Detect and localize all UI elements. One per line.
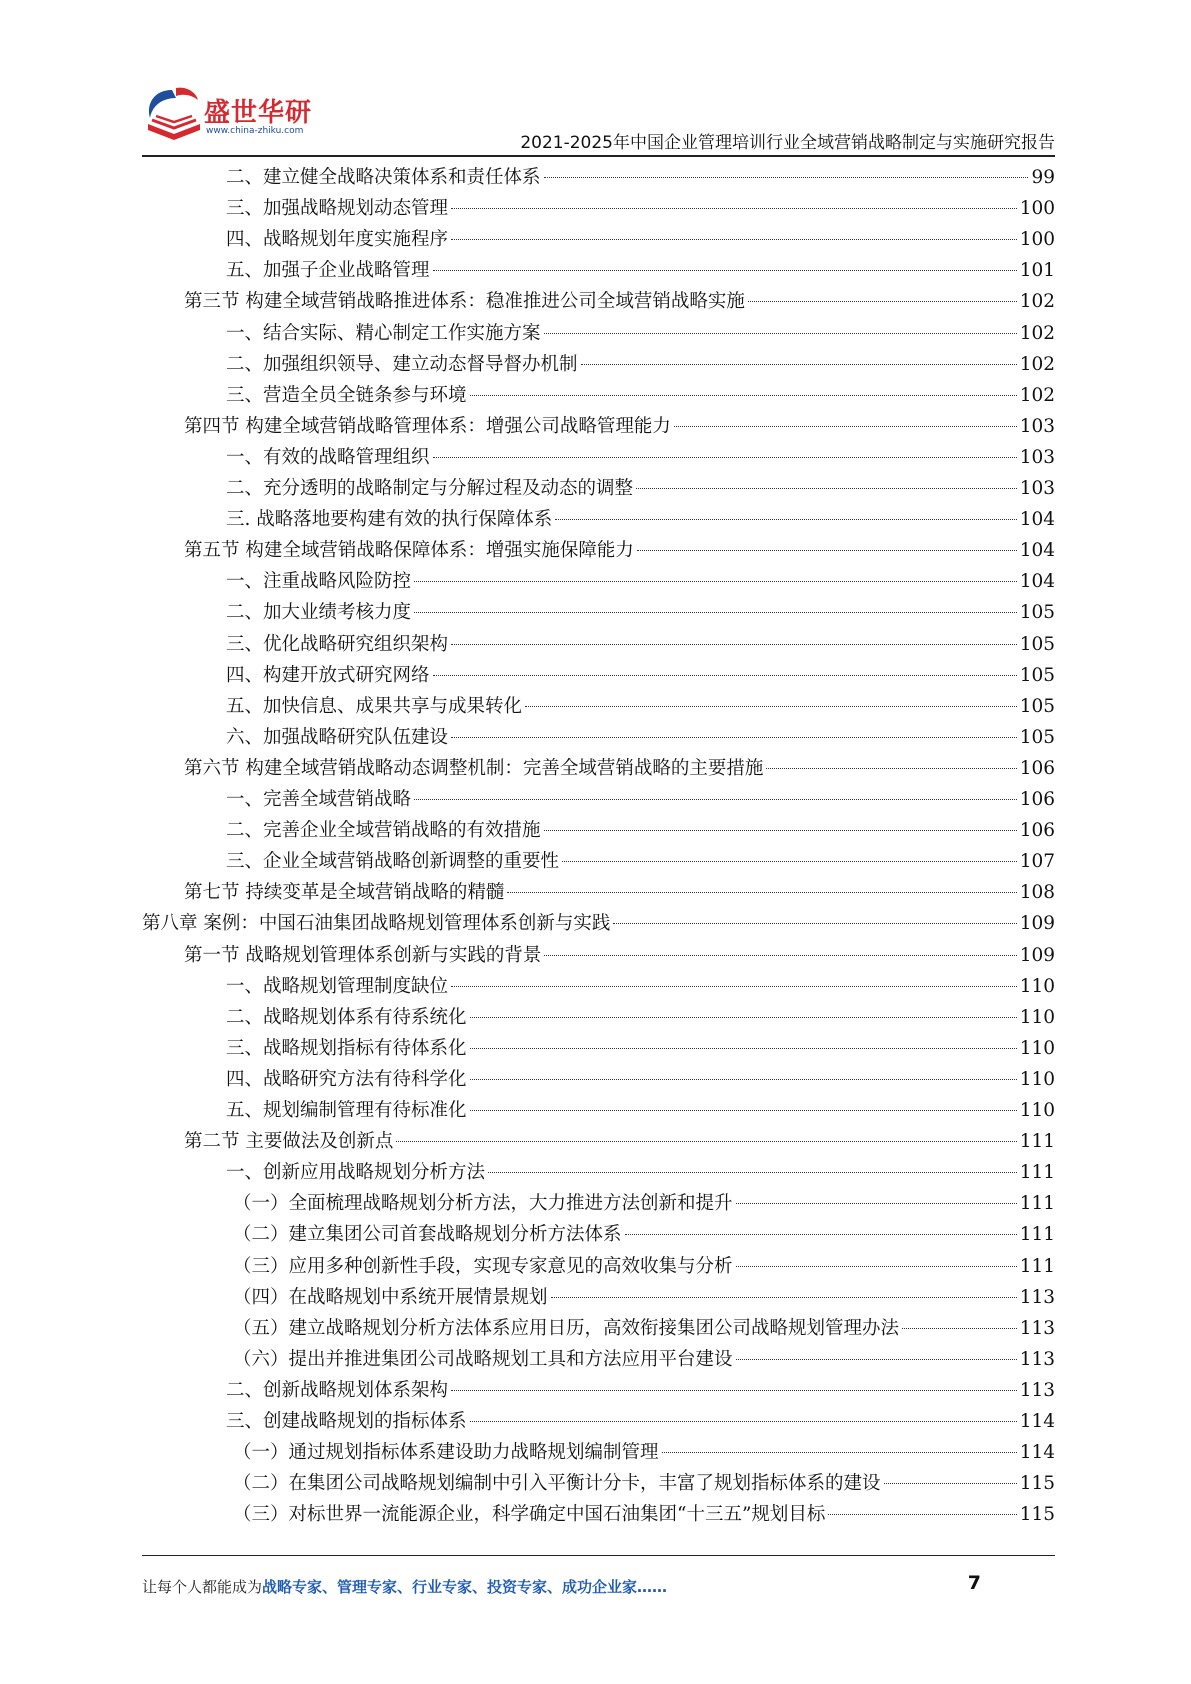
toc-leader-dots: [470, 1110, 1017, 1111]
toc-entry-title: 第六节 构建全域营销战略动态调整机制：完善全域营销战略的主要措施: [184, 757, 764, 779]
toc-entry-page: 113: [1019, 1348, 1055, 1370]
toc-leader-dots: [562, 861, 1017, 862]
toc-entry-title: （一）全面梳理战略规划分析方法，大力推进方法创新和提升: [233, 1193, 733, 1215]
toc-entry-title: （二）建立集团公司首套战略规划分析方法体系: [233, 1224, 622, 1246]
footer-slogan-prefix: 让每个人都能成为: [142, 1578, 263, 1596]
toc-leader-dots: [451, 986, 1017, 987]
toc-leader-dots: [544, 333, 1017, 334]
toc-entry[interactable]: [226, 1406, 1055, 1437]
toc-entry-page: 104: [1019, 571, 1055, 593]
toc-entry-page: 103: [1019, 446, 1055, 468]
toc-entry[interactable]: [226, 1033, 1055, 1064]
toc-entry[interactable]: [226, 722, 1055, 753]
toc-leader-dots: [613, 923, 1016, 924]
toc-leader-dots: [414, 799, 1017, 800]
toc-entry-title: 第四节 构建全域营销战略管理体系：增强公司战略管理能力: [184, 415, 671, 437]
toc-entry-page: 114: [1019, 1411, 1055, 1432]
toc-entry-title: 五、规划编制管理有待标准化: [226, 1100, 467, 1121]
toc-entry-title: 一、完善全域营销战略: [226, 789, 412, 810]
toc-entry-page: 111: [1019, 1162, 1055, 1184]
toc-entry[interactable]: [226, 1375, 1055, 1406]
toc-entry[interactable]: [226, 162, 1055, 193]
toc-leader-dots: [488, 1172, 1017, 1173]
toc-entry-page: 115: [1019, 1504, 1055, 1526]
toc-entry-page: 113: [1019, 1379, 1055, 1401]
logo-url: www.china-zhiku.com: [206, 126, 304, 136]
toc-entry-title: 二、充分透明的战略制定与分解过程及动态的调整: [226, 478, 634, 499]
toc-entry-page: 102: [1019, 291, 1055, 313]
toc-entry[interactable]: [184, 286, 1055, 317]
toc-entry-title: 第一节 战略规划管理体系创新与实践的背景: [184, 944, 542, 966]
toc-entry[interactable]: [184, 877, 1055, 908]
toc-entry-title: 三、企业全域营销战略创新调整的重要性: [226, 851, 560, 873]
toc-entry[interactable]: [233, 1251, 1055, 1282]
toc-leader-dots: [470, 1079, 1017, 1080]
toc-entry-page: 109: [1019, 913, 1055, 935]
toc-entry-title: 一、注重战略风险防控: [226, 571, 412, 593]
toc-entry[interactable]: [233, 1313, 1055, 1344]
toc-leader-dots: [451, 239, 1017, 240]
toc-entry[interactable]: [226, 504, 1055, 535]
toc-entry[interactable]: [226, 473, 1055, 504]
toc-entry-page: 105: [1019, 633, 1055, 655]
toc-leader-dots: [662, 1452, 1017, 1453]
toc-entry-title: 二、完善企业全域营销战略的有效措施: [226, 820, 541, 842]
toc-entry[interactable]: [226, 193, 1055, 224]
toc-entry[interactable]: [184, 753, 1055, 784]
toc-entry-title: 二、创新战略规划体系架构: [226, 1379, 449, 1401]
toc-entry-page: 105: [1019, 695, 1055, 717]
toc-entry-page: 110: [1019, 1068, 1055, 1090]
toc-leader-dots: [637, 550, 1017, 551]
toc-leader-dots: [828, 1514, 1016, 1515]
toc-entry-page: 110: [1019, 975, 1055, 997]
toc-entry[interactable]: [226, 255, 1055, 286]
toc-entry[interactable]: [226, 784, 1055, 815]
toc-entry[interactable]: [184, 535, 1055, 566]
logo-text: 盛世华研: [204, 98, 313, 128]
toc-leader-dots: [396, 1141, 1016, 1142]
toc-entry[interactable]: [226, 1095, 1055, 1126]
toc-leader-dots: [451, 644, 1017, 645]
toc-entry-title: 一、有效的战略管理组织: [226, 446, 430, 468]
toc-leader-dots: [625, 1234, 1017, 1235]
toc-entry[interactable]: [226, 660, 1055, 691]
toc-entry-page: 101: [1019, 260, 1055, 282]
toc-entry[interactable]: [233, 1188, 1055, 1219]
toc-entry-page: 111: [1019, 1193, 1055, 1215]
toc-entry-title: （三）应用多种创新性手段，实现专家意见的高效收集与分析: [233, 1255, 733, 1277]
toc-entry-page: 103: [1019, 478, 1055, 499]
toc-leader-dots: [470, 1017, 1017, 1018]
toc-entry-title: 第八章 案例：中国石油集团战略规划管理体系创新与实践: [142, 913, 611, 935]
logo-book-icon: [142, 84, 206, 144]
toc-entry[interactable]: [233, 1468, 1055, 1499]
toc-leader-dots: [433, 270, 1017, 271]
toc-entry[interactable]: [226, 1064, 1055, 1095]
toc-entry-title: 第七节 持续变革是全域营销战略的精髓: [184, 882, 505, 904]
toc-entry-title: 三、创建战略规划的指标体系: [226, 1411, 467, 1432]
toc-leader-dots: [551, 1297, 1017, 1298]
toc-leader-dots: [736, 1359, 1017, 1360]
toc-entry-title: 五、加快信息、成果共享与成果转化: [226, 695, 523, 717]
toc-entry-title: 二、加强组织领导、建立动态督导督办机制: [226, 353, 578, 375]
toc-leader-dots: [544, 830, 1017, 831]
toc-entry-page: 104: [1019, 540, 1055, 562]
toc-entry-title: （二）在集团公司战略规划编制中引入平衡计分卡，丰富了规划指标体系的建设: [233, 1473, 881, 1495]
footer-slogan-highlight: 战略专家、管理专家、行业专家、投资专家、成功企业家……: [262, 1578, 668, 1596]
toc-entry-title: 二、战略规划体系有待系统化: [226, 1006, 467, 1028]
toc-entry-title: 一、结合实际、精心制定工作实施方案: [226, 322, 541, 344]
toc-entry-page: 113: [1019, 1286, 1055, 1308]
toc-entry-title: （五）建立战略规划分析方法体系应用日历，高效衔接集团公司战略规划管理办法: [233, 1317, 900, 1339]
toc-entry-title: （三）对标世界一流能源企业，科学确定中国石油集团“十三五”规划目标: [233, 1504, 826, 1526]
page-header: [0, 0, 1191, 160]
toc-entry[interactable]: [226, 349, 1055, 380]
toc-entry-page: 108: [1019, 882, 1055, 904]
toc-entry[interactable]: [226, 691, 1055, 722]
page-number: 7: [967, 1572, 981, 1594]
report-title: 2021-2025年中国企业管理培训行业全域营销战略制定与实施研究报告: [520, 133, 1055, 153]
toc-entry-page: 105: [1019, 664, 1055, 686]
toc-entry-title: 三. 战略落地要构建有效的执行保障体系: [226, 509, 553, 531]
footer-divider: [142, 1555, 1055, 1556]
toc-entry[interactable]: [226, 318, 1055, 349]
toc-entry[interactable]: [226, 566, 1055, 597]
toc-entry-page: 105: [1019, 602, 1055, 624]
toc-entry-page: 110: [1019, 1100, 1055, 1121]
toc-entry-page: 115: [1019, 1473, 1055, 1495]
toc-entry-title: 三、营造全员全链条参与环境: [226, 384, 467, 406]
toc-entry[interactable]: [233, 1282, 1055, 1313]
toc-leader-dots: [451, 737, 1017, 738]
toc-entry-title: 一、创新应用战略规划分析方法: [226, 1162, 486, 1184]
toc-entry[interactable]: [184, 1126, 1055, 1157]
footer-slogan: [142, 1576, 667, 1597]
toc-entry[interactable]: [233, 1499, 1055, 1530]
toc-leader-dots: [581, 364, 1017, 365]
toc-entry-title: 三、优化战略研究组织架构: [226, 633, 449, 655]
toc-entry-page: 100: [1019, 198, 1055, 220]
toc-leader-dots: [470, 1421, 1017, 1422]
toc-leader-dots: [555, 519, 1016, 520]
toc-entry[interactable]: [226, 629, 1055, 660]
toc-entry-title: （一）通过规划指标体系建设助力战略规划编制管理: [233, 1442, 659, 1464]
toc-entry-page: 105: [1019, 726, 1055, 748]
toc-entry-page: 107: [1019, 851, 1055, 873]
toc-entry-title: 四、构建开放式研究网络: [226, 664, 430, 686]
toc-entry[interactable]: [226, 224, 1055, 255]
toc-entry[interactable]: [226, 846, 1055, 877]
toc-leader-dots: [414, 612, 1017, 613]
company-logo: [142, 84, 312, 144]
toc-entry-page: 103: [1019, 415, 1055, 437]
toc-entry-page: 106: [1019, 820, 1055, 842]
toc-leader-dots: [736, 1203, 1017, 1204]
toc-entry-page: 102: [1019, 353, 1055, 375]
toc-leader-dots: [433, 675, 1017, 676]
toc-entry-page: 106: [1019, 789, 1055, 810]
toc-leader-dots: [433, 457, 1017, 458]
toc-entry-page: 102: [1019, 384, 1055, 406]
toc-entry-title: 四、战略规划年度实施程序: [226, 229, 449, 251]
toc-leader-dots: [636, 488, 1017, 489]
toc-leader-dots: [884, 1483, 1017, 1484]
toc-entry-title: 三、加强战略规划动态管理: [226, 198, 449, 220]
toc-leader-dots: [544, 955, 1016, 956]
toc-entry-title: 第二节 主要做法及创新点: [184, 1131, 394, 1153]
toc-entry-title: （四）在战略规划中系统开展情景规划: [233, 1286, 548, 1308]
toc-entry-page: 109: [1019, 944, 1055, 966]
toc-entry[interactable]: [142, 908, 1055, 939]
toc-entry-page: 114: [1019, 1442, 1055, 1464]
toc-entry-page: 111: [1019, 1224, 1055, 1246]
toc-entry[interactable]: [226, 597, 1055, 628]
toc-leader-dots: [748, 301, 1017, 302]
toc-leader-dots: [470, 395, 1017, 396]
toc-entry-title: 三、战略规划指标有待体系化: [226, 1037, 467, 1059]
toc-leader-dots: [736, 1266, 1017, 1267]
toc-entry[interactable]: [226, 815, 1055, 846]
toc-entry[interactable]: [233, 1437, 1055, 1468]
toc-leader-dots: [451, 208, 1017, 209]
toc-entry-title: 第三节 构建全域营销战略推进体系：稳准推进公司全域营销战略实施: [184, 291, 745, 313]
header-divider: [142, 155, 1055, 157]
toc-leader-dots: [766, 768, 1016, 769]
toc-entry[interactable]: [184, 940, 1055, 971]
toc-leader-dots: [414, 581, 1017, 582]
toc-entry[interactable]: [226, 1157, 1055, 1188]
toc-entry-page: 99: [1031, 167, 1055, 188]
toc-leader-dots: [507, 892, 1016, 893]
toc-entry-title: 一、战略规划管理制度缺位: [226, 975, 449, 997]
toc-entry-page: 102: [1019, 322, 1055, 344]
toc-entry[interactable]: [226, 442, 1055, 473]
toc-entry-page: 110: [1019, 1037, 1055, 1059]
toc-entry-page: 113: [1019, 1317, 1055, 1339]
toc-entry-page: 111: [1019, 1255, 1055, 1277]
toc-entry-title: 六、加强战略研究队伍建设: [226, 726, 449, 748]
toc-entry[interactable]: [226, 380, 1055, 411]
toc-entry-title: 五、加强子企业战略管理: [226, 260, 430, 282]
toc-entry-page: 104: [1019, 509, 1055, 531]
toc-leader-dots: [674, 426, 1017, 427]
toc-entry-title: 二、加大业绩考核力度: [226, 602, 412, 624]
toc-leader-dots: [451, 1390, 1017, 1391]
toc-leader-dots: [544, 177, 1029, 178]
toc-entry-title: 第五节 构建全域营销战略保障体系：增强实施保障能力: [184, 540, 634, 562]
toc-entry[interactable]: [233, 1344, 1055, 1375]
toc-leader-dots: [902, 1328, 1017, 1329]
toc-leader-dots: [525, 706, 1017, 707]
toc-entry-page: 110: [1019, 1006, 1055, 1028]
toc-entry-title: （六）提出并推进集团公司战略规划工具和方法应用平台建设: [233, 1348, 733, 1370]
toc-entry[interactable]: [226, 971, 1055, 1002]
toc-entry-title: 二、建立健全战略决策体系和责任体系: [226, 167, 541, 188]
toc-entry-page: 111: [1019, 1131, 1055, 1153]
toc-entry-page: 106: [1019, 757, 1055, 779]
toc-entry-page: 100: [1019, 229, 1055, 251]
toc-entry-title: 四、战略研究方法有待科学化: [226, 1068, 467, 1090]
toc-entry[interactable]: [226, 1002, 1055, 1033]
toc-entry[interactable]: [233, 1219, 1055, 1250]
toc-leader-dots: [470, 1048, 1017, 1049]
toc-entry[interactable]: [184, 411, 1055, 442]
